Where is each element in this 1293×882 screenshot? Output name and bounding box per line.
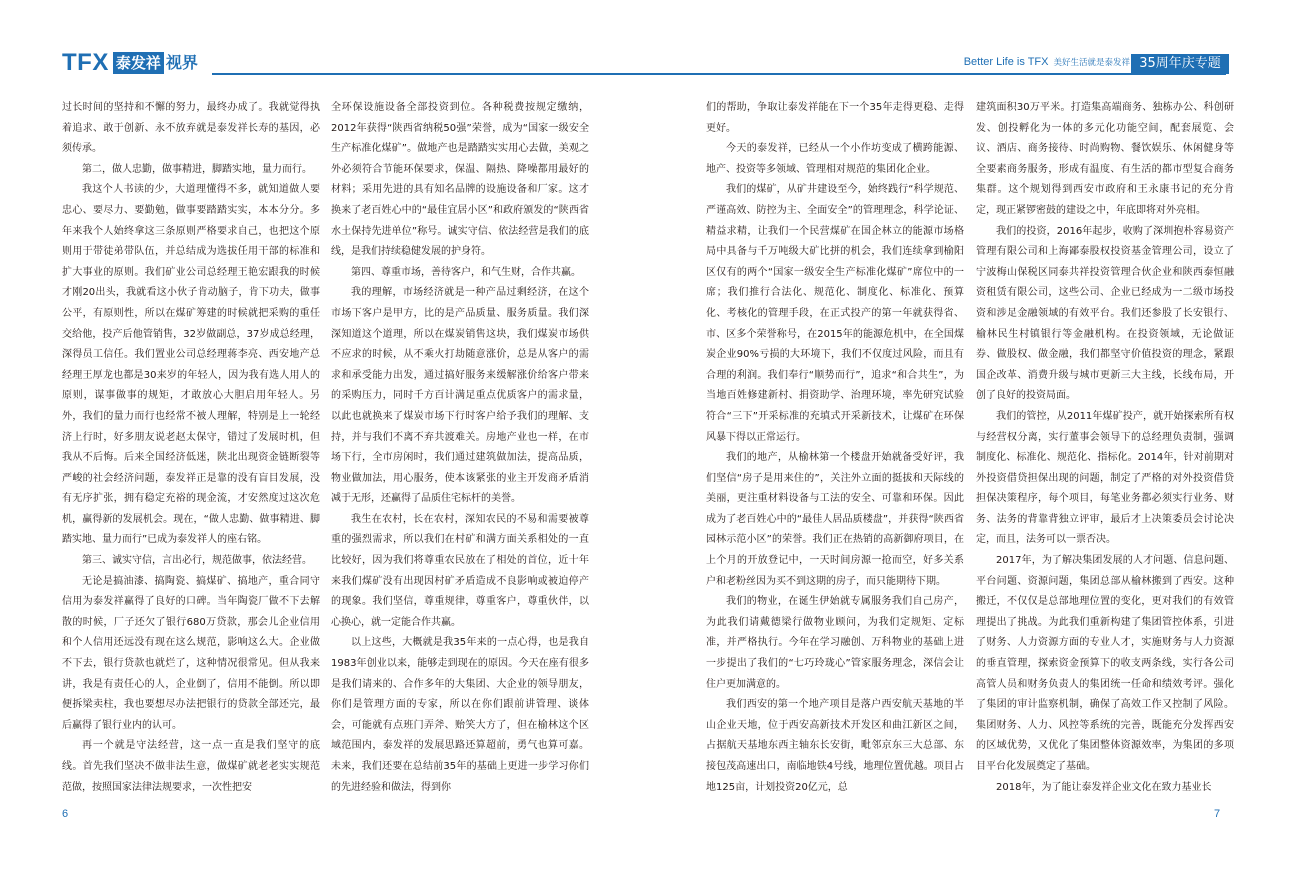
logo-mark: TFX [62, 49, 109, 76]
logo-name: 泰发祥 [113, 52, 164, 74]
paragraph: 我们西安的第一个地产项目是落户西安航天基地的半山企业天地，位于西安高新技术开发区和曲江新区之间，占据航天基地东西主轴东长安街，毗邻京东三大总部、东接包茂高速出口，南临地铁4号线，地理位置优越。项目占地125亩，计划投资20亿元，总 [706, 699, 964, 793]
paragraph: 第二，做人忠勤，做事精进，脚踏实地，量力而行。 [82, 163, 312, 175]
page-number-left: 6 [62, 808, 69, 820]
slogan-english: Better Life is TFX [963, 56, 1049, 68]
paragraph: 第四、尊重市场，善待客户，和气生财，合作共赢。 [351, 266, 581, 278]
paragraph: 过长时间的坚持和不懈的努力，最终办成了。我就觉得执着追求、敢于创新、永不放弃就是泰发祥长寿的基因，必须传承。 [62, 102, 320, 155]
header-rule [212, 73, 1226, 75]
paragraph: 们的帮助，争取让泰发祥能在下一个35年走得更稳、走得更好。 [706, 102, 964, 134]
paragraph: 我们的地产，从榆林第一个楼盘开始就备受好评，我们坚信“房子是用来住的”，关注外立面的挺拔和天际线的美丽，更注重材料设备与工法的安全、可靠和环保。因此成为了老百姓心中的“最佳人居品质楼盘”，并获得“陕西省园林示范小区”的荣誉。我们正在热销的高新御府项目，在上个月的开放登记中，一天时间房源一抢而空，好多关系户和老粉丝因为买不到这期的房子，而只能期待下期。 [706, 452, 964, 587]
text-column-3 [706, 98, 964, 813]
paragraph: 我们的管控，从2011年煤矿投产，就开始探索所有权与经营权分离，实行董事会领导下的总经理负责制，强调制度化、标准化、规范化、指标化。2014年，针对前期对外投资借贷担保出现的问题，制定了严格的对外投资借贷担保决策程序，每个项目，每笔业务都必须实行业务、财务、法务的背靠背独立评审，最后才上决策委员会讨论决定，而且，法务可以一票否决。 [976, 410, 1234, 546]
logo-suffix: 视界 [165, 53, 198, 72]
page-number-right: 7 [1214, 808, 1221, 820]
slogan [964, 56, 1130, 68]
paragraph: 我生在农村，长在农村，深知农民的不易和需要被尊重的强烈需求，所以我们在村矿和满方面关系相处的一直比较好，因为我们将尊重农民放在了相处的首位，近十年来我们煤矿没有出现因村矿矛盾造成不良影响或被迫停产的现象。我们坚信，尊重规律，尊重客户，尊重伙伴，以心换心，就一定能合作共赢。 [331, 513, 589, 628]
paragraph: 我们的物业，在诞生伊始就专属服务我们自己房产，为此我们请戴德梁行做物业顾问，为我们定规矩、定标准，并严格执行。今年在学习融创、万科物业的基础上进一步提出了我们的“七巧玲珑心”管家服务理念，深信会让住户更加满意的。 [706, 596, 964, 690]
paragraph: 我们的煤矿，从矿井建设至今，始终践行“科学规范、严谨高效、防控为主、全面安全”的管理理念，科学论证、精益求精，让我们一个民营煤矿在国企林立的能源市场格局中具备与千万吨级大矿比拼的机会，我们连续拿到榆阳区仅有的两个“国家一级安全生产标准化煤矿”席位中的一席；我们推行合法化、规范化、制度化、标准化、预算化、考核化的管理手段，在正式投产的第一年就获得省、市、区多个荣誉称号，在2015年的能源危机中，在全国煤炭企业90%亏损的大环境下，我们不仅度过风险，而且有合理的利润。我们奉行“顺势而行”，追求“和合共生”，为当地百姓修建新村、捐资助学、治理环境，率先研究试验符合“三下”开采标准的充填式开采新技术，让煤矿在环保风暴下得以正常运行。 [706, 184, 964, 443]
slogan-chinese: 美好生活就是泰发祥 [1053, 58, 1130, 68]
text-column-4 [976, 98, 1234, 813]
paragraph: 我这个人书读的少，大道理懂得不多，就知道做人要忠心、要尽力、要勤勉，做事要踏踏实实，本本分分。多年来我个人始终拿这三条原则严格要求自己，也把这个原则用于带徒弟带队伍，并总结成为选拔任用干部的标准和扩大事业的原则。我们矿业公司总经理王艳宏跟我的时候才刚20出头，我就看这小伙子肯动脑子，肯下功夫，做事公平，有原则性，所以在煤矿筹建的时候就把采购的重任交给他，投产后他管销售，32岁做副总，37岁成总经理，深得员工信任。我们置业公司总经理蒋李亮、西安地产总经理王厚龙也都是30来岁的年轻人，因为我有选人用人的原则，谋事做事的规矩，才敢放心大胆启用年轻人。另外，我们的量力而行也经常不被人理解，特别是上一轮经济上行时，好多朋友说老赵太保守，错过了发展时机，但我从不后悔。后来全国经济低迷，陕北出现资金链断裂等严峻的社会经济问题，泰发祥正是靠的没有盲目发展，没有无序扩张，拥有稳定充裕的现金流，才安然度过这次危机，赢得新的发展机会。现在，“做人忠勤、做事精进、脚踏实地、量力而行”已成为泰发祥人的座右铭。 [62, 184, 320, 546]
paragraph: 我的理解，市场经济就是一种产品过剩经济，在这个市场下客户是甲方，比的是产品质量、服务质量。我们深深知道这个道理，所以在煤炭销售这块，我们煤炭市场供不应求的时候，从不乘火打劫随意涨价，总是从客户的需求和承受能力出发，通过搞好服务来缓解涨价给客户带来的采购压力，同时千方百计满足重点优质客户的需求量，以此也就换来了煤炭市场下行时客户给予我们的理解、支持，并与我们不离不弃共渡难关。房地产业也一样，在市场下行，全市房闲时，我们通过建筑做加法，提高品质，物业做加法，用心服务，使本该紧张的业主开发商矛盾消减于无形，还赢得了品质住宅标杆的美誉。 [331, 287, 589, 505]
paragraph: 2017年，为了解决集团发展的人才问题、信息问题、平台问题、资源问题，集团总部从榆林搬到了西安。这种搬迁，不仅仅是总部地理位置的变化，更对我们的有效管理提出了挑战。为此我们重新构建了集团管控体系，引进了财务、人力资源方面的专业人才，实施财务与人力资源的垂直管理，探索资金预算下的收支两条线，实行各公司高管人员和财务负责人的集团统一任命和绩效考评。强化了集团的审计监察机制，确保了高效工作又控制了风险。集团财务、人力、风控等系统的完善，既能充分发挥西安的区域优势，又优化了集团整体资源效率，为集团的多项目平台化发展奠定了基础。 [976, 555, 1234, 772]
paragraph: 2018年，为了能让泰发祥企业文化在致力基业长 [996, 781, 1212, 793]
page-header [0, 0, 1293, 78]
paragraph: 我们的投资，2016年起步，收购了深圳抱朴容易资产管理有限公司和上海鄙泰股权投资基金管理公司，设立了宁波梅山保税区同泰共祥投资管理合伙企业和陕西泰恒融资租赁有限公司，这些公司、企业已经成为一二级市场投资和涉足金融领域的有效平台。我们还参股了长安银行、榆林民生村镇银行等金融机构。在投资领域，无论做证券、做股权、做金融，我们都坚守价值投资的理念，紧跟国企改革、消费升级与城市更新三大主线，长线布局，开创了良好的投资局面。 [976, 225, 1234, 402]
paragraph: 全环保设施设备全部投资到位。各种税费按规定缴纳，2012年获得“陕西省纳税50强”荣誉，成为“国家一级安全生产标准化煤矿”。做地产也是踏踏实实用心去做，美观之外必须符合节能环保要求，保温、隔热、降噪都用最好的材料；采用先进的具有知名品牌的设施设备和厂家。这才换来了老百姓心中的“最佳宜居小区”和政府颁发的“陕西省水土保持先进单位”称号。诚实守信、依法经营是我们的底线，是我们持续稳健发展的护身符。 [331, 102, 589, 258]
text-column-2 [331, 98, 589, 813]
paragraph: 今天的泰发祥，已经从一个小作坊变成了横跨能源、地产、投资等多领域、管理相对规范的集团化企业。 [706, 143, 964, 175]
text-column-1 [62, 98, 320, 813]
paragraph: 以上这些，大概就是我35年来的一点心得，也是我自1983年创业以来，能够走到现在的原因。今天在座有很多是我们请来的、合作多年的大集团、大企业的领导朋友，你们是管理方面的专家，所以在你们跟前讲管理、谈体会，可能就有点班门弄斧、贻笑大方了，但在榆林这个区域范围内，泰发祥的发展思路还算超前，勇气也算可嘉。未来，我们还要在总结前35年的基础上更进一步学习你们的先进经验和做法，得到你 [331, 637, 589, 793]
paragraph: 建筑面积30万平米。打造集高端商务、独栋办公、科创研发、创投孵化为一体的多元化功能空间，配套展览、会议、酒店、商务接待、时尚购物、餐饮娱乐、休闲健身等全要素商务服务，形成有温度、有生活的都市型复合商务集群。这个规划得到西安市政府和王永康书记的充分肯定，现正紧锣密鼓的建设之中，年底即将对外亮相。 [976, 102, 1234, 216]
paragraph: 第三、诚实守信，言出必行，规范做事，依法经营。 [82, 555, 312, 567]
brand-logo [62, 51, 198, 75]
anniversary-badge: 35周年庆专题 [1131, 54, 1229, 74]
paragraph: 再一个就是守法经营，这一点一直是我们坚守的底线。首先我们坚决不做非法生意，做煤矿就老老实实规范范做，按照国家法律法规要求，一次性把安 [62, 740, 320, 793]
paragraph: 无论是搞油漆、搞陶瓷、搞煤矿、搞地产，重合同守信用为泰发祥赢得了良好的口碑。当年陶瓷厂做不下去解散的时候，厂子还欠了银行680万贷款，那会儿企业信用和个人信用还远没有现在这么规范，影响这么大。企业做不下去，银行贷款也就烂了，这种情况很常见。但从我来讲，我是有责任心的人，企业倒了，信用不能倒。所以即便拆梁卖柱，我也要想尽办法把银行的贷款全部还完，最后赢得了银行业内的认可。 [62, 575, 320, 731]
